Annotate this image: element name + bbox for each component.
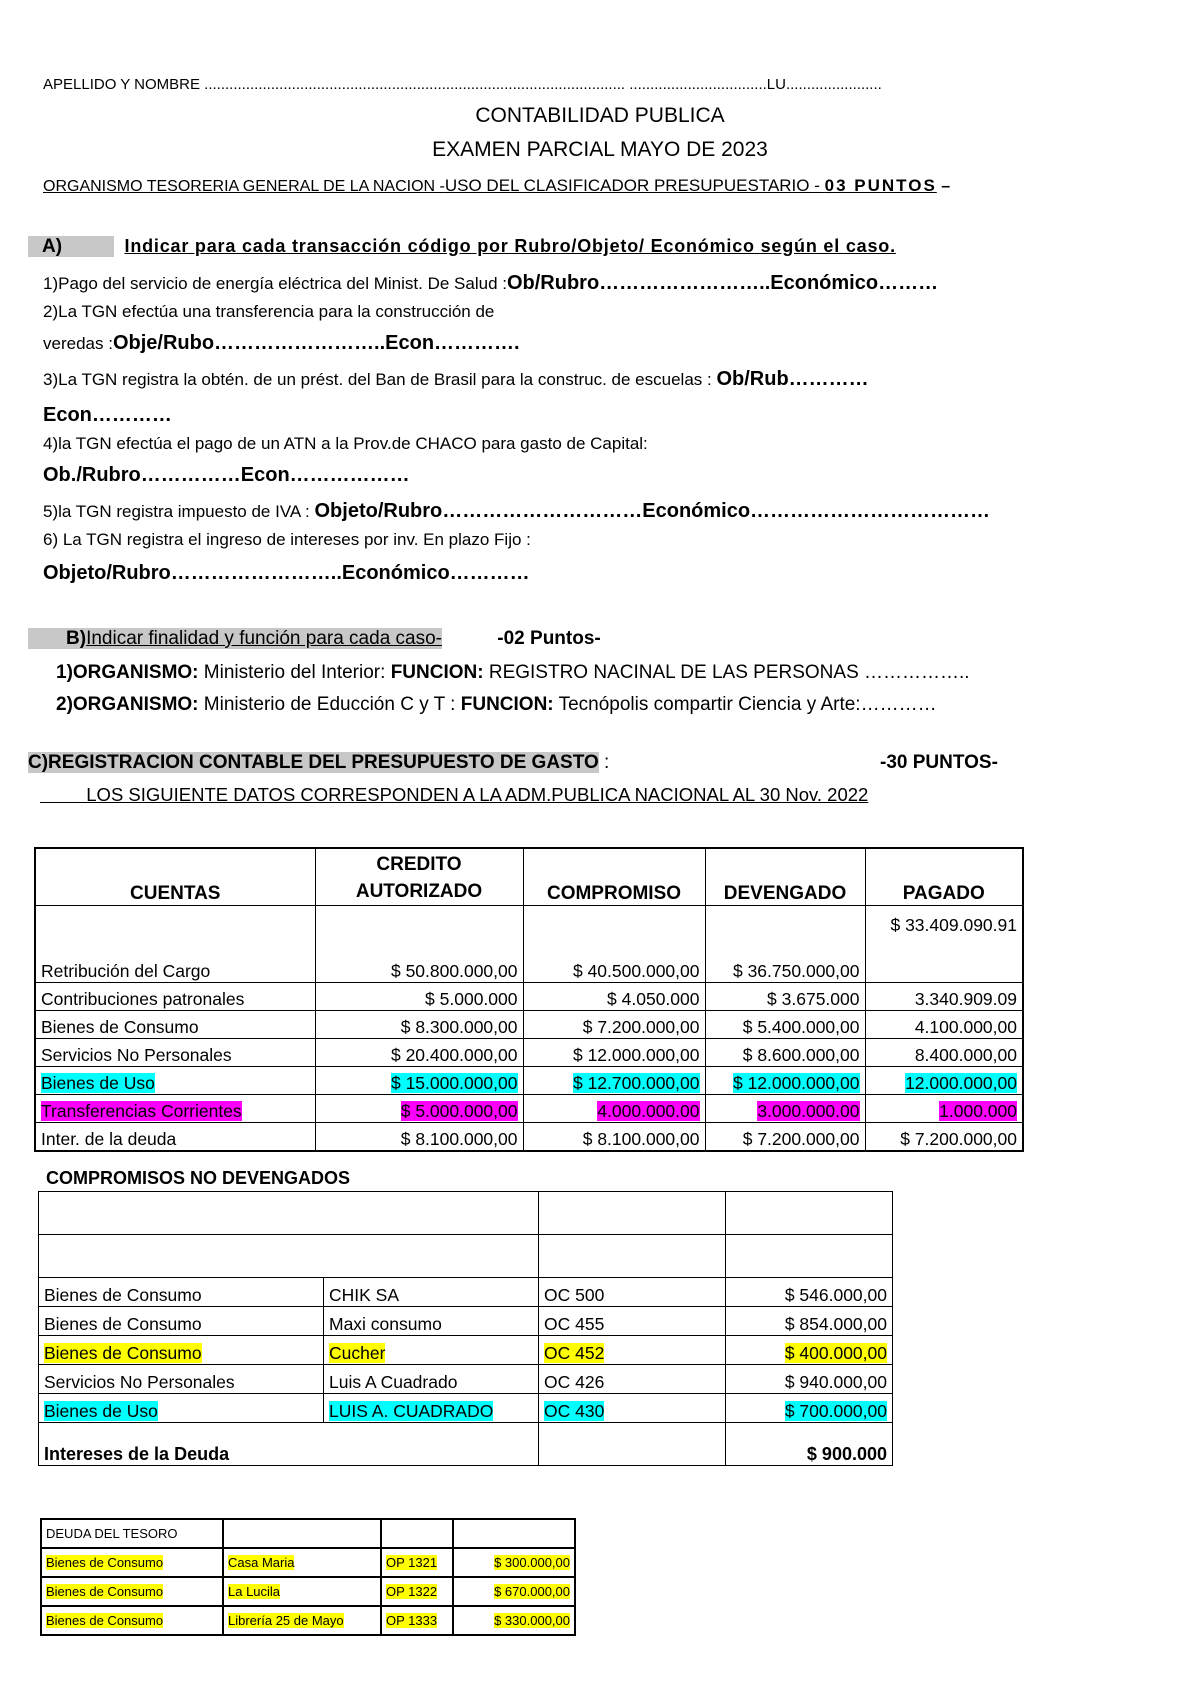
section-b-item-2 (56, 694, 937, 716)
budget-cell-cuenta (35, 1067, 315, 1095)
budget-value-compromiso: $ 40.500.000,00 (572, 961, 700, 981)
compromiso-value-oc: OC 455 (544, 1314, 605, 1334)
deuda-cell-op (381, 1548, 453, 1577)
compromiso-value-oc: OC 500 (544, 1285, 605, 1305)
budget-value-devengado: $ 36.750.000,00 (732, 961, 860, 981)
empty-cell (539, 1423, 726, 1466)
compromiso-cell-cuenta (39, 1278, 324, 1307)
table-row (35, 1039, 1023, 1067)
compromiso-value-cuenta: Bienes de Uso (44, 1401, 158, 1421)
deuda-value-proveedor: La Lucila (228, 1584, 281, 1599)
budget-value-compromiso: $ 12.700.000,00 (572, 1073, 700, 1093)
table-row (35, 906, 1023, 983)
question-1 (43, 272, 938, 295)
budget-header-cell: PAGADO (865, 848, 1023, 906)
budget-cell-pagado (865, 906, 1023, 983)
compromiso-cell-proveedor (324, 1394, 539, 1423)
item-2-organism: Ministerio de Educción C y T : (198, 694, 461, 715)
compromiso-cell-cuenta (39, 1365, 324, 1394)
empty-cell (539, 1192, 726, 1235)
compromiso-value-monto: $ 940.000,00 (784, 1372, 887, 1392)
deuda-value-op: OP 1322 (386, 1584, 438, 1599)
organism-points: 03 PUNTOS (824, 176, 937, 195)
question-6-text: 6) La TGN registra el ingreso de intereses por inv. En plazo Fijo : (43, 530, 531, 549)
compromiso-value-cuenta: Servicios No Personales (44, 1372, 235, 1392)
name-line: APELLIDO Y NOMBRE ..................................................................................................... .................................LU....................... (43, 76, 882, 93)
budget-cell-credito (315, 1123, 523, 1152)
budget-cell-credito (315, 906, 523, 983)
budget-value-pagado: 4.100.000,00 (914, 1017, 1017, 1037)
table-row (35, 1123, 1023, 1152)
question-3-blank: Ob/Rub………… (716, 368, 869, 390)
question-2b-text: veredas : (43, 334, 113, 353)
budget-cell-compromiso (523, 906, 705, 983)
compromiso-cell-monto (726, 1278, 893, 1307)
budget-cell-compromiso (523, 983, 705, 1011)
budget-cell-compromiso (523, 1067, 705, 1095)
classifier-label: USO DEL CLASIFICADOR PRESUPUESTARIO - (444, 176, 825, 195)
budget-value-pagado: $ 7.200.000,00 (900, 1129, 1017, 1149)
course-title: CONTABILIDAD PUBLICA (475, 104, 725, 127)
budget-header-row (35, 848, 1023, 906)
budget-cell-credito (315, 1039, 523, 1067)
compromiso-cell-proveedor (324, 1278, 539, 1307)
budget-cell-pagado (865, 1011, 1023, 1039)
budget-value-credito: $ 5.000.000,00 (400, 1101, 518, 1121)
budget-value-compromiso: $ 7.200.000,00 (582, 1017, 700, 1037)
exam-title: EXAMEN PARCIAL MAYO DE 2023 (432, 138, 768, 161)
compromiso-cell-proveedor (324, 1336, 539, 1365)
compromiso-cell-cuenta (39, 1336, 324, 1365)
budget-cell-credito (315, 1067, 523, 1095)
question-3b-blank: Econ………… (43, 404, 172, 426)
budget-cell-pagado (865, 1095, 1023, 1123)
budget-value-compromiso: 4.000.000.00 (597, 1101, 700, 1121)
compromiso-value-cuenta: Bienes de Consumo (44, 1285, 202, 1305)
budget-value-cuenta: Inter. de la deuda (41, 1129, 177, 1149)
budget-value-pagado: 8.400.000,00 (914, 1045, 1017, 1065)
item-1-organism-label: 1)ORGANISMO: (56, 662, 199, 683)
budget-value-compromiso: $ 4.050.000 (607, 989, 700, 1009)
budget-cell-pagado (865, 1067, 1023, 1095)
deuda-cell-cuenta (41, 1577, 223, 1606)
compromiso-value-oc: OC 452 (544, 1343, 605, 1363)
deuda-cell-cuenta (41, 1548, 223, 1577)
budget-value-credito: $ 5.000.000 (425, 989, 518, 1009)
budget-value-devengado: $ 7.200.000,00 (742, 1129, 860, 1149)
compromiso-value-monto: $ 546.000,00 (784, 1285, 887, 1305)
section-b-heading (28, 628, 601, 650)
question-4-text: 4)la TGN efectúa el pago de un ATN a la Prov.de CHACO para gasto de Capital: (43, 434, 648, 453)
budget-value-devengado: $ 12.000.000,00 (732, 1073, 860, 1093)
item-1-function-label: FUNCION: (390, 662, 484, 683)
section-b-item-1 (56, 662, 970, 684)
section-b-title: Indicar finalidad y función para cada caso- (86, 628, 442, 649)
budget-value-pagado: 12.000.000,00 (905, 1073, 1017, 1093)
section-a-heading (28, 236, 896, 262)
budget-cell-pagado (865, 1039, 1023, 1067)
budget-value-credito: $ 50.800.000,00 (390, 961, 518, 981)
compromiso-cell-monto (726, 1365, 893, 1394)
compromisos-title: COMPROMISOS NO DEVENGADOS (46, 1168, 351, 1188)
budget-cell-cuenta (35, 1039, 315, 1067)
compromiso-value-proveedor: Luis A Cuadrado (329, 1372, 458, 1392)
budget-value-credito: $ 20.400.000,00 (390, 1045, 518, 1065)
deuda-value-monto: $ 300.000,00 (494, 1555, 570, 1570)
budget-header-cell: DEVENGADO (705, 848, 865, 906)
compromiso-value-oc: OC 426 (544, 1372, 605, 1392)
table-row (35, 983, 1023, 1011)
deuda-cell-proveedor (223, 1606, 381, 1635)
intereses-amount: $ 900.000 (726, 1423, 893, 1466)
deuda-cell-monto (453, 1606, 575, 1635)
compromiso-cell-cuenta (39, 1307, 324, 1336)
question-4-blank: Ob./Rubro……………Econ……………… (43, 464, 410, 486)
budget-header-cell: COMPROMISO (523, 848, 705, 906)
budget-value-compromiso: $ 12.000.000,00 (572, 1045, 700, 1065)
budget-value-cuenta: Transferencias Corrientes (41, 1101, 242, 1121)
budget-cell-cuenta (35, 1123, 315, 1152)
compromiso-value-proveedor: LUIS A. CUADRADO (329, 1401, 494, 1421)
budget-cell-credito (315, 1095, 523, 1123)
compromiso-cell-cuenta (39, 1394, 324, 1423)
budget-cell-pagado (865, 1123, 1023, 1152)
compromiso-cell-oc (539, 1394, 726, 1423)
deuda-title: DEUDA DEL TESORO (41, 1519, 223, 1548)
table-row (39, 1394, 893, 1423)
section-b-box (28, 628, 442, 649)
question-2-blank: Obje/Rubo……………………..Econ…………. (112, 332, 520, 354)
budget-cell-devengado (705, 1123, 865, 1152)
table-row (41, 1577, 575, 1606)
budget-value-credito: $ 8.300.000,00 (400, 1017, 518, 1037)
organism-line (43, 176, 950, 196)
budget-table (34, 847, 1024, 1152)
compromiso-cell-monto (726, 1394, 893, 1423)
deuda-value-op: OP 1333 (386, 1613, 438, 1628)
question-1-text: 1)Pago del servicio de energía eléctrica del Minist. De Salud : (43, 274, 507, 293)
empty-cell (453, 1519, 575, 1548)
compromiso-value-proveedor: Cucher (329, 1343, 386, 1363)
section-c-colon: : (598, 752, 610, 773)
section-a-title: Indicar para cada transacción código por Rubro/Objeto/ Económico según el caso. (124, 236, 896, 256)
empty-cell (39, 1235, 539, 1278)
deuda-cell-cuenta (41, 1606, 223, 1635)
compromiso-value-monto: $ 400.000,00 (784, 1343, 887, 1363)
question-3 (43, 368, 869, 391)
deuda-value-monto: $ 330.000,00 (494, 1613, 570, 1628)
deuda-value-cuenta: Bienes de Consumo (46, 1555, 164, 1570)
budget-cell-devengado (705, 906, 865, 983)
budget-cell-devengado (705, 1095, 865, 1123)
compromiso-value-cuenta: Bienes de Consumo (44, 1314, 202, 1334)
compromiso-value-cuenta: Bienes de Consumo (44, 1343, 202, 1363)
budget-value-devengado: 3.000.000.00 (757, 1101, 860, 1121)
budget-header-cell: CUENTAS (35, 848, 315, 906)
table-row (39, 1278, 893, 1307)
deuda-value-proveedor: Casa Maria (228, 1555, 295, 1570)
budget-value-credito: $ 8.100.000,00 (400, 1129, 518, 1149)
table-row (35, 1011, 1023, 1039)
section-c-title: C)REGISTRACION CONTABLE DEL PRESUPUESTO DE GASTO (28, 752, 599, 773)
question-2-text: 2)La TGN efectúa una transferencia para la construcción de (43, 302, 495, 321)
budget-value-devengado: $ 8.600.000,00 (742, 1045, 860, 1065)
section-b-points: -02 Puntos- (497, 628, 601, 649)
empty-cell (726, 1192, 893, 1235)
budget-value-cuenta: Servicios No Personales (41, 1045, 232, 1065)
question-6-blank: Objeto/Rubro……………………..Económico………… (43, 562, 530, 584)
budget-cell-compromiso (523, 1095, 705, 1123)
table-row (39, 1336, 893, 1365)
budget-value-cuenta: Retribución del Cargo (41, 961, 211, 981)
deuda-cell-op (381, 1606, 453, 1635)
compromiso-value-oc: OC 430 (544, 1401, 605, 1421)
question-5-text: 5)la TGN registra impuesto de IVA : (43, 502, 315, 521)
deuda-value-cuenta: Bienes de Consumo (46, 1584, 164, 1599)
budget-cell-devengado (705, 1039, 865, 1067)
compromiso-value-proveedor: Maxi consumo (329, 1314, 442, 1334)
budget-value-devengado: $ 5.400.000,00 (742, 1017, 860, 1037)
section-c-subtitle: LOS SIGUIENTE DATOS CORRESPONDEN A LA ADM.PUBLICA NACIONAL AL 30 Nov. 2022 (40, 784, 869, 805)
budget-cell-cuenta (35, 1095, 315, 1123)
table-row (39, 1307, 893, 1336)
item-2-function-label: FUNCION: (460, 694, 554, 715)
question-3-text: 3)La TGN registra la obtén. de un prést. del Ban de Brasil para la construc. de escuelas : (43, 370, 717, 389)
compromiso-cell-proveedor (324, 1365, 539, 1394)
budget-value-cuenta: Bienes de Consumo (41, 1017, 199, 1037)
deuda-table (40, 1518, 576, 1636)
deuda-value-op: OP 1321 (386, 1555, 438, 1570)
question-1-blank: Ob/Rubro……………………..Económico……… (506, 272, 939, 294)
empty-cell (381, 1519, 453, 1548)
empty-cell (223, 1519, 381, 1548)
budget-value-pagado: 3.340.909.09 (914, 989, 1017, 1009)
table-row (41, 1548, 575, 1577)
table-row (41, 1606, 575, 1635)
compromiso-value-monto: $ 700.000,00 (784, 1401, 887, 1421)
budget-cell-cuenta (35, 983, 315, 1011)
budget-cell-credito (315, 1011, 523, 1039)
section-a-letter: A) (28, 236, 114, 257)
deuda-value-monto: $ 670.000,00 (494, 1584, 570, 1599)
question-5 (43, 500, 990, 523)
intereses-label: Intereses de la Deuda (39, 1423, 539, 1466)
empty-row (39, 1235, 893, 1278)
deuda-value-proveedor: Librería 25 de Mayo (228, 1613, 344, 1628)
intereses-row (39, 1423, 893, 1466)
budget-value-pagado: $ 33.409.090.91 (890, 915, 1017, 935)
budget-cell-compromiso (523, 1011, 705, 1039)
item-2-organism-label: 2)ORGANISMO: (56, 694, 199, 715)
budget-value-credito: $ 15.000.000,00 (390, 1073, 518, 1093)
organism-dash: – (936, 178, 951, 195)
deuda-cell-monto (453, 1577, 575, 1606)
budget-value-compromiso: $ 8.100.000,00 (582, 1129, 700, 1149)
table-row (39, 1365, 893, 1394)
item-1-function: REGISTRO NACINAL DE LAS PERSONAS …………….. (483, 662, 970, 683)
empty-cell (39, 1192, 539, 1235)
budget-value-pagado: 1.000.000 (939, 1101, 1017, 1121)
question-2b (43, 332, 520, 355)
compromiso-cell-monto (726, 1307, 893, 1336)
deuda-cell-proveedor (223, 1577, 381, 1606)
budget-header-cell: CREDITO AUTORIZADO (315, 848, 523, 906)
budget-cell-cuenta (35, 906, 315, 983)
deuda-header-row (41, 1519, 575, 1548)
budget-cell-credito (315, 983, 523, 1011)
budget-cell-pagado (865, 983, 1023, 1011)
table-row (35, 1067, 1023, 1095)
empty-cell (726, 1235, 893, 1278)
compromiso-cell-oc (539, 1336, 726, 1365)
compromiso-value-monto: $ 854.000,00 (784, 1314, 887, 1334)
deuda-cell-monto (453, 1548, 575, 1577)
item-1-organism: Ministerio del Interior: (198, 662, 391, 683)
budget-cell-compromiso (523, 1039, 705, 1067)
budget-cell-compromiso (523, 1123, 705, 1152)
compromiso-cell-oc (539, 1365, 726, 1394)
question-5-blank: Objeto/Rubro…………………………Económico……………………………… (314, 500, 991, 522)
item-2-function: Tecnópolis compartir Ciencia y Arte:………… (553, 694, 937, 715)
deuda-cell-op (381, 1577, 453, 1606)
budget-value-devengado: $ 3.675.000 (767, 989, 860, 1009)
budget-cell-devengado (705, 983, 865, 1011)
organism-label: ORGANISMO TESORERIA GENERAL DE LA NACION - (43, 178, 445, 195)
budget-value-cuenta: Contribuciones patronales (41, 989, 245, 1009)
section-b-letter: B) (66, 628, 87, 649)
deuda-value-cuenta: Bienes de Consumo (46, 1613, 164, 1628)
compromisos-table (38, 1191, 893, 1466)
empty-row (39, 1192, 893, 1235)
budget-cell-devengado (705, 1011, 865, 1039)
compromiso-value-proveedor: CHIK SA (329, 1285, 400, 1305)
compromiso-cell-monto (726, 1336, 893, 1365)
budget-cell-devengado (705, 1067, 865, 1095)
budget-value-cuenta: Bienes de Uso (41, 1073, 155, 1093)
budget-cell-cuenta (35, 1011, 315, 1039)
compromiso-cell-oc (539, 1278, 726, 1307)
deuda-cell-proveedor (223, 1548, 381, 1577)
empty-cell (539, 1235, 726, 1278)
table-row (35, 1095, 1023, 1123)
section-c-points: -30 PUNTOS- (880, 752, 998, 773)
section-c-heading (28, 752, 609, 774)
compromiso-cell-oc (539, 1307, 726, 1336)
compromiso-cell-proveedor (324, 1307, 539, 1336)
